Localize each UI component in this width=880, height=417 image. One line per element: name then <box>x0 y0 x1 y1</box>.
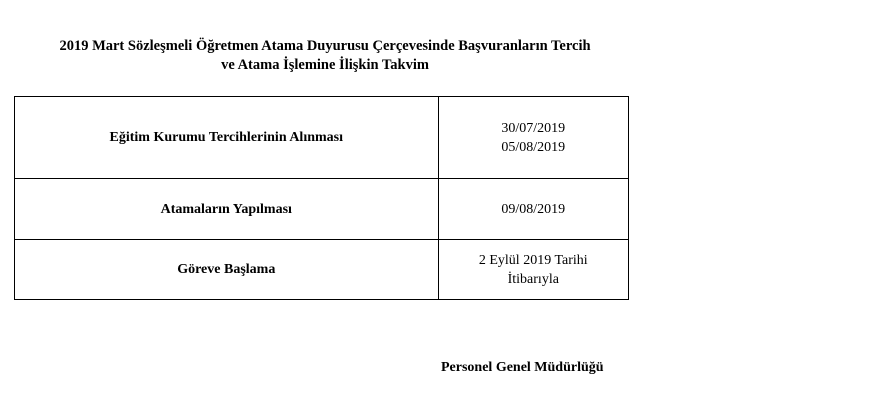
table-row <box>15 97 629 179</box>
date-line: 2 Eylül 2019 Tarihi <box>478 252 588 268</box>
title-line-2: ve Atama İşlemine İlişkin Takvim <box>221 57 429 73</box>
activity-cell: Atamaların Yapılması <box>15 179 439 240</box>
document-title <box>0 37 650 75</box>
schedule-table <box>14 96 629 300</box>
table-row <box>15 179 629 240</box>
date-line: 05/08/2019 <box>501 139 566 155</box>
activity-cell: Eğitim Kurumu Tercihlerinin Alınması <box>15 97 439 179</box>
title-line-1: 2019 Mart Sözleşmeli Öğretmen Atama Duyurusu Çerçevesinde Başvuranların Tercih <box>59 38 591 54</box>
date-cell <box>438 97 628 179</box>
date-line: 30/07/2019 <box>501 120 566 136</box>
signature: Personel Genel Müdürlüğü <box>441 360 604 375</box>
date-cell <box>438 179 628 240</box>
table-row <box>15 240 629 300</box>
date-line: İtibarıyla <box>507 271 559 287</box>
date-cell <box>438 240 628 300</box>
activity-cell: Göreve Başlama <box>15 240 439 300</box>
date-line: 09/08/2019 <box>501 201 566 217</box>
